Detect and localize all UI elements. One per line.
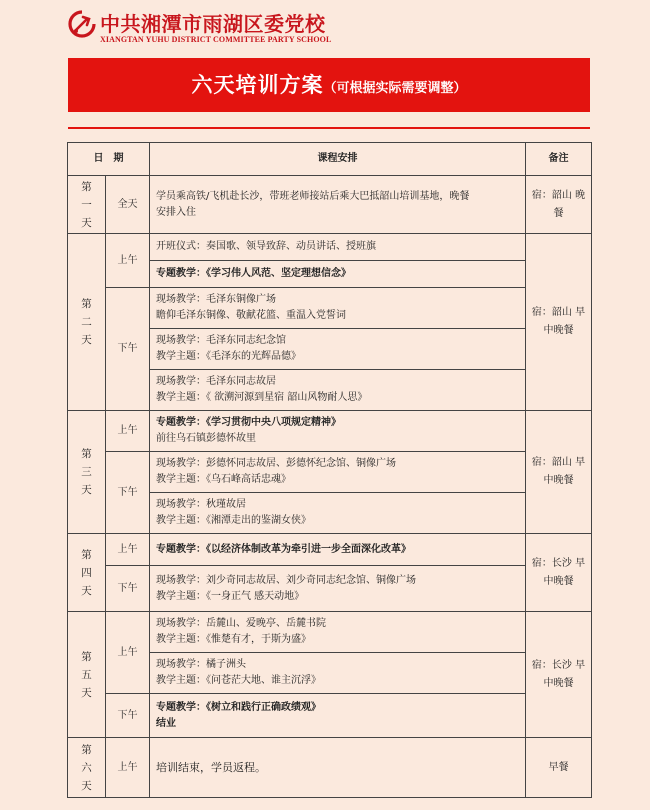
course-cell: 培训结束，学员返程。 xyxy=(150,738,526,798)
course-cell: 专题教学：《以经济体制改革为牵引进一步全面深化改革》 xyxy=(150,534,526,566)
course-cell: 现场教学：毛泽东铜像广场 瞻仰毛泽东铜像、敬献花篮、重温入党誓词 xyxy=(150,288,526,329)
table-row xyxy=(68,411,592,452)
course-cell: 现场教学：刘少奇同志故居、刘少奇同志纪念馆、铜像广场 教学主题：《一身正气 感天动地》 xyxy=(150,566,526,612)
party-emblem-icon xyxy=(68,10,96,38)
title-banner xyxy=(68,58,590,112)
page-subtitle: （可根据实际需要调整） xyxy=(323,81,467,96)
day-label: 第 一 天 xyxy=(68,176,106,234)
table-row xyxy=(68,534,592,566)
schedule-table xyxy=(67,142,592,798)
header-date: 日 期 xyxy=(68,143,150,176)
course-cell: 现场教学：彭德怀同志故居、彭德怀纪念馆、铜像广场 教学主题：《乌石峰高话忠魂》 xyxy=(150,452,526,493)
note-cell: 宿：长沙 早中晚餐 xyxy=(526,612,592,738)
course-cell: 学员乘高铁/飞机赴长沙，带班老师接站后乘大巴抵韶山培训基地，晚餐 安排入住 xyxy=(150,176,526,234)
note-cell: 宿：韶山 晚餐 xyxy=(526,176,592,234)
note-cell: 宿：韶山 早中晚餐 xyxy=(526,234,592,411)
period-label: 下午 xyxy=(106,288,150,411)
course-cell: 专题教学：《树立和践行正确政绩观》 结业 xyxy=(150,694,526,738)
note-cell: 宿：韶山 早中晚餐 xyxy=(526,411,592,534)
course-cell: 专题教学：《学习伟人风范、坚定理想信念》 xyxy=(150,261,526,288)
course-cell: 专题教学：《学习贯彻中央八项规定精神》 前往乌石镇彭德怀故里 xyxy=(150,411,526,452)
course-cell: 开班仪式：奏国歌、领导致辞、动员讲话、授班旗 xyxy=(150,234,526,261)
course-cell: 现场教学：毛泽东同志纪念馆 教学主题：《毛泽东的光辉品德》 xyxy=(150,329,526,370)
school-name-en: XIANGTAN YUHU DISTRICT COMMITTEE PARTY SCHOOL xyxy=(100,35,332,44)
course-cell: 现场教学：毛泽东同志故居 教学主题：《 欲溯河源到星宿 韶山风物耐人思》 xyxy=(150,370,526,411)
table-row xyxy=(68,234,592,261)
school-name-cn: 中共湘潭市雨湖区委党校 xyxy=(100,12,326,36)
period-label: 上午 xyxy=(106,234,150,288)
table-row xyxy=(68,176,592,234)
school-logo xyxy=(68,8,398,48)
table-row xyxy=(68,612,592,653)
table-row xyxy=(68,288,592,329)
day-label: 第 六 天 xyxy=(68,738,106,798)
table-row xyxy=(68,566,592,612)
period-label: 上午 xyxy=(106,411,150,452)
note-cell: 早餐 xyxy=(526,738,592,798)
period-label: 下午 xyxy=(106,566,150,612)
table-row xyxy=(68,452,592,493)
period-label: 上午 xyxy=(106,738,150,798)
header-course: 课程安排 xyxy=(150,143,526,176)
period-label: 上午 xyxy=(106,612,150,694)
period-label: 下午 xyxy=(106,452,150,534)
page-title: 六天培训方案 xyxy=(191,73,324,97)
table-row xyxy=(68,694,592,738)
course-cell: 现场教学：橘子洲头 教学主题：《问苍茫大地、谁主沉浮》 xyxy=(150,653,526,694)
header-note: 备注 xyxy=(526,143,592,176)
period-label: 上午 xyxy=(106,534,150,566)
day-label: 第 四 天 xyxy=(68,534,106,612)
table-row xyxy=(68,738,592,798)
day-label: 第 三 天 xyxy=(68,411,106,534)
period-label: 下午 xyxy=(106,694,150,738)
period-label: 全天 xyxy=(106,176,150,234)
divider xyxy=(68,127,590,129)
day-label: 第 二 天 xyxy=(68,234,106,411)
day-label: 第 五 天 xyxy=(68,612,106,738)
course-cell: 现场教学：岳麓山、爱晚亭、岳麓书院 教学主题：《惟楚有才，于斯为盛》 xyxy=(150,612,526,653)
note-cell: 宿：长沙 早中晚餐 xyxy=(526,534,592,612)
course-cell: 现场教学：秋瑾故居 教学主题：《湘潭走出的鉴湖女侠》 xyxy=(150,493,526,534)
table-header-row xyxy=(68,143,592,176)
